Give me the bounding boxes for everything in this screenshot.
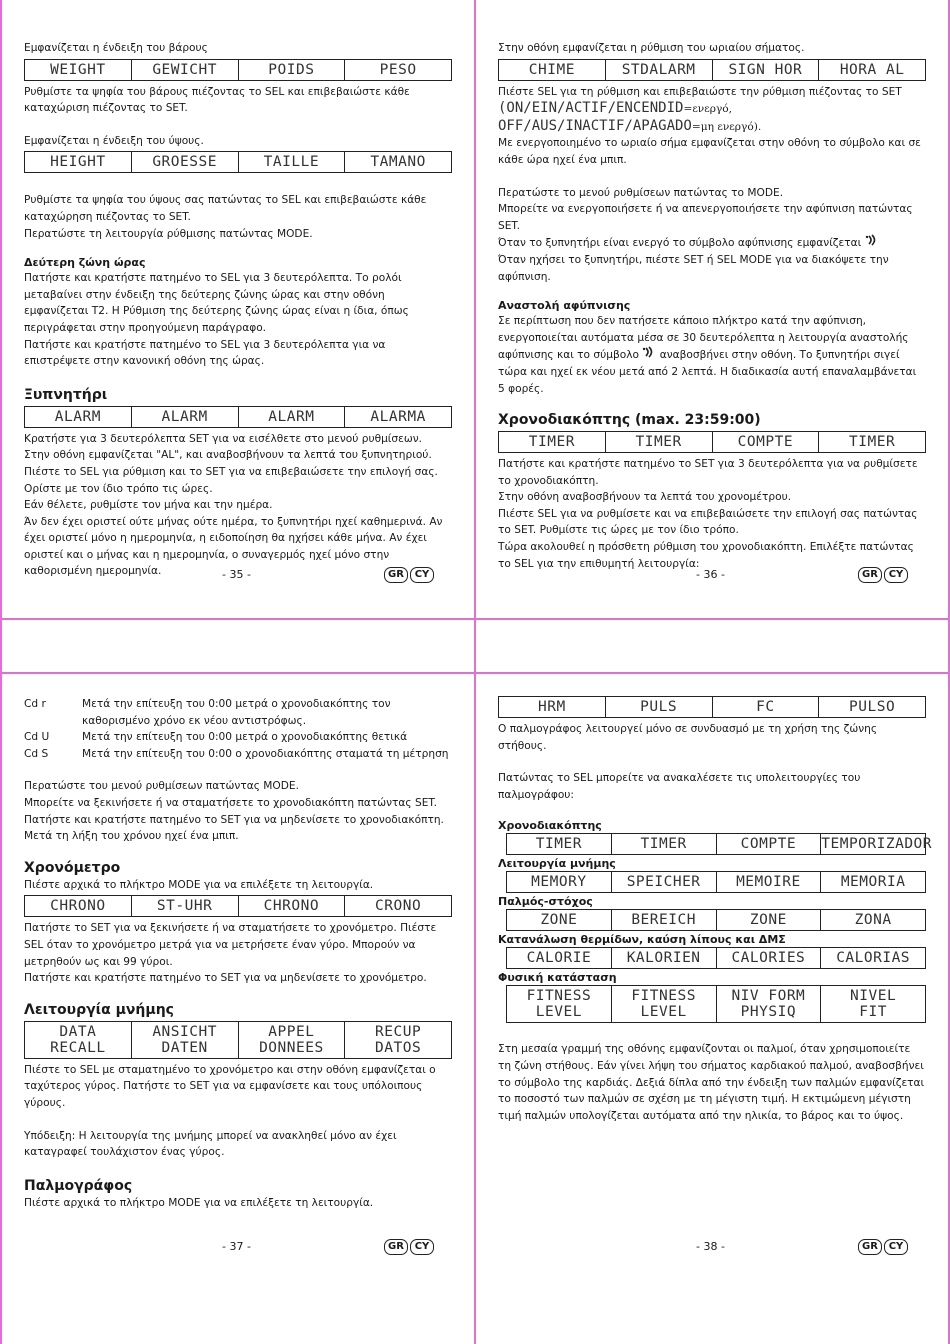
chime-intro: Στην οθόνη εμφανίζεται η ρύθμιση του ωριαίου σήματος. bbox=[498, 42, 805, 54]
lcd-line: RECALL bbox=[50, 1039, 106, 1056]
lcd-cell: PULSO bbox=[819, 697, 926, 718]
weight-intro: Εμφανίζεται η ένδειξη του βάρους bbox=[24, 42, 208, 54]
badge-cy: CY bbox=[410, 567, 434, 583]
lcd-cell bbox=[25, 1021, 132, 1058]
cd-key: Cd r bbox=[24, 698, 46, 710]
lcd-cell: HORA AL bbox=[819, 59, 926, 80]
timer-end-line: Μετά τη λήξη του χρόνου ηχεί ένα μπιπ. bbox=[24, 830, 239, 843]
lcd-cell: TIMER bbox=[611, 834, 716, 855]
lcd-line: LEVEL bbox=[640, 1004, 687, 1021]
lcd-line: NIVEL bbox=[850, 988, 897, 1005]
timer-line: Στην οθόνη αναβοσβήνουν τα λεπτά του χρονομέτρου. bbox=[498, 491, 792, 504]
cd-value: Μετά την επίτευξη του 0:00 ο χρονοδιακόπτης σταματά τη μέτρηση bbox=[82, 747, 449, 760]
lcd-cell: CHIME bbox=[499, 59, 606, 80]
cd-value: Μετά την επίτευξη του 0:00 μετρά ο χρονοδιακόπτης τον καθορισμένο χρόνο εκ νέου αντιστρόφως. bbox=[82, 698, 391, 727]
weight-lcd bbox=[24, 59, 452, 81]
lcd-line: PHYSIQ bbox=[740, 1004, 797, 1021]
chime-off: OFF/AUS/INACTIF/APAGADO bbox=[498, 117, 692, 134]
cd-row bbox=[24, 729, 452, 746]
lcd-cell: TAMANO bbox=[345, 152, 452, 173]
lcd-cell: STDALARM bbox=[605, 59, 712, 80]
lcd-line: FITNESS bbox=[526, 988, 592, 1005]
wake-active: Όταν το ξυπνητήρι είναι ενεργό το σύμβολο αφύπνισης εμφανίζεται bbox=[498, 237, 862, 250]
lcd-cell bbox=[131, 1021, 238, 1058]
badge-cy: CY bbox=[884, 1239, 908, 1255]
memory-heading: Λειτουργία μνήμης bbox=[24, 1001, 174, 1018]
lcd-cell bbox=[345, 1021, 452, 1058]
lcd-cell: ZONA bbox=[821, 910, 926, 931]
lcd-cell: TIMER bbox=[819, 432, 926, 453]
lcd-cell: COMPTE bbox=[716, 834, 821, 855]
lcd-line: FITNESS bbox=[631, 988, 696, 1005]
lcd-cell bbox=[507, 986, 612, 1023]
language-badges bbox=[382, 567, 434, 583]
hrm-heading: Παλμογράφος bbox=[24, 1177, 133, 1194]
timer-end-line: Πατήστε και κρατήστε πατημένο το SET για να μηδενίσετε το χρονοδιακόπτη. bbox=[24, 813, 444, 826]
timer-end-line: Περατώστε του μενού ρυθμίσεων πατώντας MODE. bbox=[24, 780, 299, 793]
lcd-line: LEVEL bbox=[535, 1004, 582, 1021]
lcd-cell: CALORIES bbox=[716, 948, 821, 969]
chrono-paragraph-1: Πατήστε το SET για να ξεκινήσετε ή να σταματήσετε το χρονόμετρο. Πιέστε SEL όταν το χρονόμετρο μετρά για να μετρήσετε έναν γύρο. Μπορούν να μετρηθούν ως και 99 γύροι. bbox=[24, 922, 437, 968]
alarm-line: Εάν θέλετε, ρυθμίστε τον μήνα και την ημέρα. bbox=[24, 499, 273, 512]
lcd-cell: FC bbox=[712, 697, 819, 718]
lcd-line: NIV FORM bbox=[731, 988, 806, 1005]
tz2-paragraph-1: Πατήστε και κρατήστε πατημένο το SEL για 3 δευτερόλεπτα. Το ρολόι μεταβαίνει στην ένδειξη της δεύτερης ζώνης ώρας και στην οθόνη εμφανίζεται Τ2. Η Ρύθμιση της δεύτερης ζώνης ώρας είναι η ίδια, όπως περιγράφεται στην προηγούμενη παράγραφο. bbox=[24, 272, 409, 334]
lcd-cell bbox=[821, 986, 926, 1023]
alarm-line: Άν δεν έχει οριστεί ούτε μήνας ούτε ημέρα, το ξυπνητήρι ηχεί καθημερινά. Αν έχει οριστεί μόνο η ημερομηνία, η ειδοποίηση θα ηχήσει κάθε μήνα. Αν έχει οριστεί και ο μήνας και η ημερομηνία, ο συναγερμός ηχεί μόνο στην καθορισμένη ημερομηνία. bbox=[24, 515, 443, 578]
lcd-cell: TIMER bbox=[507, 834, 612, 855]
alarm-line: Πιέστε το SEL για ρύθμιση και το SET για να επιβεβαιώσετε την επιλογή σας. Ορίστε με τον ίδιο τρόπο τις ώρες. bbox=[24, 465, 438, 495]
chrono-heading: Χρονόμετρο bbox=[24, 859, 121, 876]
chime-off-line bbox=[498, 118, 926, 136]
cd-value: Μετά την επίτευξη του 0:00 μετρά ο χρονοδιακόπτης θετικά bbox=[82, 731, 408, 744]
lcd-cell: CHRONO bbox=[25, 896, 132, 917]
lcd-cell bbox=[238, 1021, 345, 1058]
chime-note: Με ενεργοποιημένο το ωριαίο σήμα εμφανίζεται στην οθόνη το σύμβολο και σε κάθε ώρα ηχεί ένα μπιπ. bbox=[498, 137, 921, 166]
language-badges bbox=[856, 1239, 908, 1255]
hrm-intro: Πιέστε αρχικά το πλήκτρο MODE για να επιλέξετε τη λειτουργία. bbox=[24, 1196, 374, 1209]
sub-lcd-timer bbox=[506, 833, 933, 855]
badge-gr: GR bbox=[384, 567, 408, 583]
chime-on: (ON/EIN/ACTIF/ENCENDID bbox=[498, 100, 684, 117]
timer-line: Τώρα ακολουθεί η πρόσθετη ρύθμιση του χρονοδιακόπτη. Επιλέξτε πατώντας το SEL για την επιθυμητή λειτουργία: bbox=[498, 541, 914, 570]
lcd-cell: GROESSE bbox=[131, 152, 238, 173]
wake-toggle: Μπορείτε να ενεργοποιήσετε ή να απενεργοποιήσετε την αφύπνιση πατώντας SET. bbox=[498, 203, 913, 232]
chime-lcd bbox=[498, 59, 926, 81]
lcd-cell: ALARM bbox=[131, 406, 238, 427]
sub-title: Χρονοδιακόπτης bbox=[498, 819, 602, 833]
chime-text: Πιέστε SEL για τη ρύθμιση και επιβεβαιώστε την ρύθμιση πιέζοντας το SET bbox=[498, 85, 902, 98]
height-text: Ρυθμίστε τα ψηφία του ύψους σας πατώντας το SEL και επιβεβαιώστε κάθε καταχώρηση πιέζοντας το SET. bbox=[24, 194, 427, 223]
lcd-cell: WEIGHT bbox=[25, 59, 132, 80]
page-number: - 38 - bbox=[696, 1240, 725, 1253]
lcd-cell: KALORIEN bbox=[611, 948, 716, 969]
badge-gr: GR bbox=[858, 567, 882, 583]
lcd-cell: SIGN HOR bbox=[712, 59, 819, 80]
tz2-heading: Δεύτερη ζώνη ώρας bbox=[24, 256, 146, 270]
final-paragraph: Στη μεσαία γραμμή της οθόνης εμφανίζονται οι παλμοί, όταν χρησιμοποιείτε τη ζώνη στήθους. Εάν γίνει λήψη του σήματος καρδιακού παλμού, αναβοσβήνει το σύμβολο της καρδιάς. Δεξιά δίπλα από την ένδειξη των παλμών εμφανίζεται το ποσοστό των παλμών σε σχέση με τη μέγιστη τιμή. Η εκτιμώμενη μέγιστη τιμή παλμών υπολογίζεται αυτόματα από την ηλικία, το βάρος και το ύψος. bbox=[498, 1043, 925, 1122]
lcd-cell: MEMORY bbox=[507, 872, 612, 893]
lcd-cell: ALARM bbox=[25, 406, 132, 427]
lcd-cell: TIMER bbox=[605, 432, 712, 453]
sub-title: Κατανάλωση θερμίδων, καύση λίπους και ΔΜΣ bbox=[498, 933, 786, 947]
lcd-cell: CALORIAS bbox=[821, 948, 926, 969]
sub-intro: Πατώντας το SEL μπορείτε να ανακαλέσετε τις υπολειτουργίες του παλμογράφου: bbox=[498, 772, 861, 801]
memory-paragraph: Πιέστε το SEL με σταματημένο το χρονόμετρο και στην οθόνη εμφανίζεται ο ταχύτερος γύρος. Πατήστε το SET για να εμφανίσετε και τους υπόλοιπους γύρους. bbox=[24, 1063, 436, 1109]
lcd-cell bbox=[716, 986, 821, 1023]
menu-end: Περατώστε το μενού ρυθμίσεων πατώντας το MODE. bbox=[498, 186, 784, 199]
chrono-intro: Πιέστε αρχικά το πλήκτρο MODE για να επιλέξετε τη λειτουργία. bbox=[24, 878, 374, 891]
lcd-cell: CALORIE bbox=[507, 948, 612, 969]
sub-lcd-fitness bbox=[506, 985, 926, 1023]
badge-gr: GR bbox=[384, 1239, 408, 1255]
lcd-line: FIT bbox=[859, 1004, 887, 1021]
page-border-mid-top bbox=[0, 618, 950, 620]
lcd-cell: CRONO bbox=[345, 896, 452, 917]
sub-lcd-zone bbox=[506, 909, 926, 931]
memory-note: Υπόδειξη: Η λειτουργία της μνήμης μπορεί να ανακληθεί μόνο αν έχει καταγραφεί τουλάχιστον ένας γύρος. bbox=[24, 1129, 397, 1159]
sub-title: Λειτουργία μνήμης bbox=[498, 857, 616, 871]
lcd-line: DATEN bbox=[161, 1039, 208, 1056]
language-badges bbox=[856, 567, 908, 583]
lcd-line: DONNEES bbox=[259, 1039, 324, 1056]
lcd-cell: COMPTE bbox=[712, 432, 819, 453]
height-intro: Εμφανίζεται η ένδειξη του ύψους. bbox=[24, 134, 204, 147]
lcd-cell: TAILLE bbox=[238, 152, 345, 173]
snooze-text-2: αναβοσβήνει στην οθόνη. Το ξυπνητήρι σιγεί τώρα και ηχεί εκ νέου μετά από 2 λεπτά. Η διαδικασία αυτή επαναλαμβάνεται 5 φορές. bbox=[498, 349, 917, 395]
sub-title: Φυσική κατάσταση bbox=[498, 971, 617, 985]
badge-cy: CY bbox=[410, 1239, 434, 1255]
alarm-bell-icon bbox=[865, 234, 879, 252]
timer-lcd bbox=[498, 431, 926, 453]
lcd-line: ANSICHT bbox=[152, 1023, 217, 1040]
chrono-lcd bbox=[24, 895, 452, 917]
alarm-lcd bbox=[24, 406, 452, 428]
language-badges bbox=[382, 1239, 434, 1255]
page-35 bbox=[24, 40, 452, 580]
hrm-lcd bbox=[498, 696, 926, 718]
wake-ring: Όταν ηχήσει το ξυπνητήρι, πιέστε SET ή SEL MODE για να διακόψετε την αφύπνιση. bbox=[498, 253, 889, 283]
lcd-cell: PESO bbox=[345, 59, 452, 80]
chime-on-line bbox=[498, 100, 926, 118]
lcd-cell: ST-UHR bbox=[131, 896, 238, 917]
memory-lcd bbox=[24, 1021, 452, 1059]
lcd-cell: BEREICH bbox=[611, 910, 716, 931]
cd-key: Cd U bbox=[24, 731, 50, 744]
page-number: - 35 - bbox=[222, 568, 251, 581]
chime-off-suffix: =μη ενεργό). bbox=[691, 120, 762, 133]
lcd-cell: ALARMA bbox=[345, 406, 452, 427]
height-end: Περατώστε τη λειτουργία ρύθμισης πατώντας MODE. bbox=[24, 227, 313, 240]
page-36 bbox=[498, 40, 926, 572]
page-38 bbox=[498, 694, 933, 1124]
page-border-mid-bottom bbox=[0, 672, 950, 674]
lcd-cell: MEMORIA bbox=[821, 872, 926, 893]
snooze-text-1: Σε περίπτωση που δεν πατήσετε κάποιο πλήκτρο κατά την αφύπνιση, ενεργοποιείται αυτόματα μέσα σε 30 δευτερόλεπτα η λειτουργία αναστολής αφύπνισης και το σύμβολο bbox=[498, 315, 909, 362]
lcd-cell bbox=[611, 986, 716, 1023]
sub-lcd-memory bbox=[506, 871, 926, 893]
hrm-text: Ο παλμογράφος λειτουργεί μόνο σε συνδυασμό με τη χρήση της ζώνης στήθους. bbox=[498, 723, 878, 752]
cd-row bbox=[24, 696, 452, 729]
page-number: - 37 - bbox=[222, 1240, 251, 1253]
sub-title: Παλμός-στόχος bbox=[498, 895, 593, 909]
tz2-paragraph-2: Πατήστε και κρατήστε πατημένο το SEL για 3 δευτερόλεπτα για να επιστρέψετε στην κανονική οθόνη της ώρας. bbox=[24, 338, 386, 368]
timer-heading: Χρονοδιακόπτης (max. 23:59:00) bbox=[498, 412, 761, 429]
lcd-cell: CHRONO bbox=[238, 896, 345, 917]
lcd-cell: ZONE bbox=[507, 910, 612, 931]
lcd-cell: TIMER bbox=[499, 432, 606, 453]
wake-active-line bbox=[498, 234, 926, 252]
lcd-cell: MEMOIRE bbox=[716, 872, 821, 893]
badge-cy: CY bbox=[884, 567, 908, 583]
sub-lcd-calorie bbox=[506, 947, 926, 969]
lcd-cell: HEIGHT bbox=[25, 152, 132, 173]
snooze-heading: Αναστολή αφύπνισης bbox=[498, 299, 631, 313]
timer-line: Πιέστε SEL για να ρυθμίσετε και να επιβεβαιώσετε την επιλογή σας πατώντας το SET. Ρυθμίστε τις ώρες με τον ίδιο τρόπο. bbox=[498, 507, 918, 537]
page-number: - 36 - bbox=[696, 568, 725, 581]
alarm-line: Κρατήστε για 3 δευτερόλεπτα SET για να εισέλθετε στο μενού ρυθμίσεων. bbox=[24, 432, 422, 445]
chime-on-suffix: =ενεργό, bbox=[683, 103, 733, 116]
timer-line: Πατήστε και κρατήστε πατημένο το SET για 3 δευτερόλεπτα για να ρυθμίσετε το χρονοδιακόπτη. bbox=[498, 458, 918, 487]
height-lcd bbox=[24, 151, 452, 173]
snooze-text bbox=[498, 313, 926, 397]
lcd-cell: ALARM bbox=[238, 406, 345, 427]
lcd-cell: POIDS bbox=[238, 59, 345, 80]
lcd-line: DATA bbox=[59, 1023, 97, 1040]
lcd-cell: PULS bbox=[605, 697, 712, 718]
lcd-cell: HRM bbox=[499, 697, 606, 718]
cd-key: Cd S bbox=[24, 747, 49, 760]
chrono-paragraph-2: Πατήστε και κρατήστε πατημένο το SET για να μηδενίσετε το χρονόμετρο. bbox=[24, 972, 427, 985]
lcd-line: DATOS bbox=[375, 1039, 422, 1056]
alarm-line: Στην οθόνη εμφανίζεται "AL", και αναβοσβήνουν τα λεπτά του ξυπνητηριού. bbox=[24, 449, 432, 462]
lcd-cell: GEWICHT bbox=[131, 59, 238, 80]
weight-text: Ρυθμίστε τα ψηφία του βάρους πιέζοντας το SEL και επιβεβαιώστε κάθε καταχώριση πιέζοντας το SET. bbox=[24, 85, 410, 115]
lcd-line: APPEL bbox=[268, 1023, 315, 1040]
badge-gr: GR bbox=[858, 1239, 882, 1255]
lcd-cell: TEMPORIZADOR bbox=[821, 834, 926, 855]
alarm-heading: Ξυπνητήρι bbox=[24, 386, 108, 403]
timer-end-line: Μπορείτε να ξεκινήσετε ή να σταματήσετε το χρονοδιακόπτη πατώντας SET. bbox=[24, 796, 437, 809]
snooze-bell-icon bbox=[642, 346, 656, 364]
lcd-cell: ZONE bbox=[716, 910, 821, 931]
lcd-cell: SPEICHER bbox=[611, 872, 716, 893]
lcd-line: RECUP bbox=[375, 1023, 422, 1040]
cd-row bbox=[24, 746, 452, 763]
page-37 bbox=[24, 696, 452, 1211]
